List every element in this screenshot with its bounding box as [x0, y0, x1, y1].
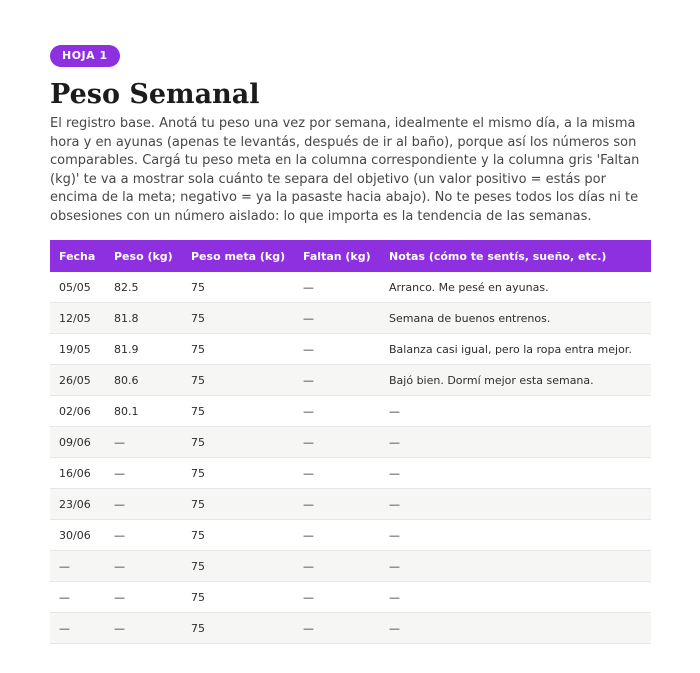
header-notas: Notas (cómo te sentís, sueño, etc.) [380, 240, 651, 272]
cell-fecha[interactable]: 12/05 [50, 303, 105, 334]
cell-faltan[interactable]: — [294, 334, 380, 365]
header-fecha: Fecha [50, 240, 105, 272]
cell-peso-meta[interactable]: 75 [182, 334, 294, 365]
cell-fecha[interactable]: — [50, 582, 105, 613]
cell-peso[interactable]: — [105, 582, 182, 613]
cell-notas[interactable]: Arranco. Me pesé en ayunas. [380, 272, 651, 303]
cell-peso-meta[interactable]: 75 [182, 520, 294, 551]
cell-faltan[interactable]: — [294, 551, 380, 582]
cell-faltan[interactable]: — [294, 458, 380, 489]
cell-fecha[interactable]: 05/05 [50, 272, 105, 303]
header-peso-meta: Peso meta (kg) [182, 240, 294, 272]
cell-peso-meta[interactable]: 75 [182, 458, 294, 489]
cell-peso[interactable]: — [105, 489, 182, 520]
cell-fecha[interactable]: 30/06 [50, 520, 105, 551]
cell-notas[interactable]: — [380, 489, 651, 520]
cell-fecha[interactable]: 02/06 [50, 396, 105, 427]
cell-peso-meta[interactable]: 75 [182, 396, 294, 427]
cell-peso[interactable]: 81.8 [105, 303, 182, 334]
table-row [50, 427, 651, 458]
cell-peso-meta[interactable]: 75 [182, 613, 294, 644]
cell-faltan[interactable]: — [294, 396, 380, 427]
cell-peso-meta[interactable]: 75 [182, 303, 294, 334]
cell-peso[interactable]: 82.5 [105, 272, 182, 303]
cell-peso-meta[interactable]: 75 [182, 427, 294, 458]
page-title: Peso Semanal [50, 79, 260, 110]
table-row [50, 303, 651, 334]
weight-log-table [50, 240, 651, 644]
cell-fecha[interactable]: 26/05 [50, 365, 105, 396]
cell-peso[interactable]: — [105, 551, 182, 582]
cell-notas[interactable]: — [380, 613, 651, 644]
cell-peso[interactable]: 80.1 [105, 396, 182, 427]
cell-faltan[interactable]: — [294, 427, 380, 458]
cell-notas[interactable]: — [380, 458, 651, 489]
table-row [50, 551, 651, 582]
table-row [50, 582, 651, 613]
intro-paragraph: El registro base. Anotá tu peso una vez por semana, idealmente el mismo día, a la misma hora y en ayunas (apenas te levantás, después de ir al baño), porque así los números son comparables. Cargá tu peso meta en la columna correspondiente y la columna gris 'Faltan (kg)' te va a mostrar sola cuánto te separa del objetivo (un valor positivo = estás por encima de la meta; negativo = ya la pasaste hacia abajo). No te peses todos los días ni te obsesiones con un número aislado: lo que importa es la tendencia de las semanas. [50, 116, 640, 224]
cell-notas[interactable]: — [380, 520, 651, 551]
cell-peso[interactable]: — [105, 613, 182, 644]
header-faltan: Faltan (kg) [294, 240, 380, 272]
table-row [50, 334, 651, 365]
cell-faltan[interactable]: — [294, 582, 380, 613]
cell-notas[interactable]: — [380, 396, 651, 427]
cell-peso[interactable]: 80.6 [105, 365, 182, 396]
cell-notas[interactable]: Semana de buenos entrenos. [380, 303, 651, 334]
table-header-row [50, 240, 651, 272]
cell-notas[interactable]: Balanza casi igual, pero la ropa entra mejor. [380, 334, 651, 365]
table-row [50, 489, 651, 520]
table-row [50, 458, 651, 489]
cell-notas[interactable]: — [380, 427, 651, 458]
cell-notas[interactable]: — [380, 582, 651, 613]
cell-fecha[interactable]: 23/06 [50, 489, 105, 520]
cell-fecha[interactable]: — [50, 613, 105, 644]
cell-peso[interactable]: — [105, 520, 182, 551]
cell-peso[interactable]: — [105, 427, 182, 458]
cell-peso-meta[interactable]: 75 [182, 582, 294, 613]
cell-faltan[interactable]: — [294, 365, 380, 396]
table-body [50, 272, 651, 644]
cell-fecha[interactable]: 16/06 [50, 458, 105, 489]
cell-peso-meta[interactable]: 75 [182, 365, 294, 396]
table-row [50, 365, 651, 396]
cell-faltan[interactable]: — [294, 489, 380, 520]
cell-fecha[interactable]: 09/06 [50, 427, 105, 458]
cell-peso-meta[interactable]: 75 [182, 272, 294, 303]
cell-faltan[interactable]: — [294, 272, 380, 303]
sheet-badge: HOJA 1 [50, 45, 120, 67]
cell-peso[interactable]: — [105, 458, 182, 489]
header-peso: Peso (kg) [105, 240, 182, 272]
cell-notas[interactable]: Bajó bien. Dormí mejor esta semana. [380, 365, 651, 396]
cell-faltan[interactable]: — [294, 613, 380, 644]
cell-fecha[interactable]: — [50, 551, 105, 582]
weekly-weight-sheet [50, 44, 651, 644]
cell-faltan[interactable]: — [294, 520, 380, 551]
cell-fecha[interactable]: 19/05 [50, 334, 105, 365]
cell-faltan[interactable]: — [294, 303, 380, 334]
cell-peso-meta[interactable]: 75 [182, 489, 294, 520]
table-row [50, 613, 651, 644]
table-row [50, 396, 651, 427]
table-row [50, 272, 651, 303]
table-row [50, 520, 651, 551]
cell-notas[interactable]: — [380, 551, 651, 582]
cell-peso[interactable]: 81.9 [105, 334, 182, 365]
cell-peso-meta[interactable]: 75 [182, 551, 294, 582]
